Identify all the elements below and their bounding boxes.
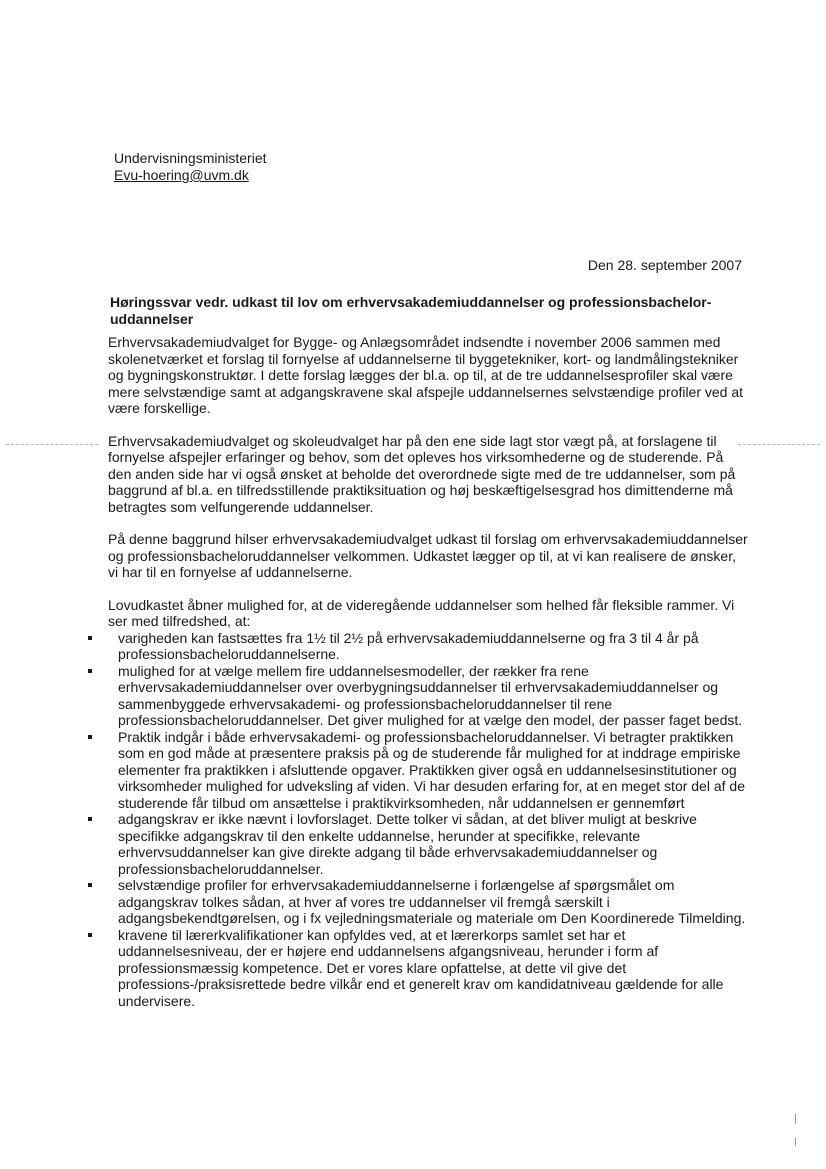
bullet-square-icon [88,883,92,887]
list-item-text: kravene til lærerkvalifikationer kan opfyldes ved, at et lærerkorps samlet set har et uddannelsesniveau, der er højere end uddannelsens afgangsniveau, herunder i form af professionsmæssig kompetence. Det er vores klare opfattelse, at dette vil give det professions-/praksisrettede bedre vilkår end et generelt krav om kandidatniveau gældende for alle undervisere. [118,926,724,1009]
scan-artifact-line-right [738,444,820,445]
list-item-text: mulighed for at vælge mellem fire uddannelsesmodeller, der rækker fra rene erhvervsakademiuddannelser over overbygningsuddannelser til erhvervsakademiuddannelser og sammenbyggede erhvervsakademi- og professionsbacheloruddannelser til rene professionsbacheloruddannelser. Det giver mulighed for at vælge den model, der passer faget bedst. [118,662,743,728]
bullet-list [108,630,748,1010]
bullet-square-icon [88,636,92,640]
paragraph-2: Erhvervsakademiudvalget og skoleudvalget har på den ene side lagt stor vægt på, at forslagene til fornyelse afspejler erfaringer og behov, som det opleves hos virksomhederne og de studerende. På den anden side har vi også ønsket at beholde det overordnede sigte med de tre uddannelser, som på baggrund af bl.a. en tilfredsstillende praktiksituation og høj beskæftigelsesgrad hos dimittenderne må betragtes som velfungerende uddannelser. [108,432,736,515]
list-item-text: varigheden kan fastsættes fra 1½ til 2½ på erhvervsakademiuddannelserne og fra 3 til 4 år på professionsbacheloruddannelserne. [118,629,699,662]
bullet-square-icon [88,933,92,937]
recipient-name: Undervisningsministeriet [114,150,267,166]
list-item [108,729,748,812]
recipient-block [114,150,267,184]
list-item-text: adgangskrav er ikke nævnt i lovforslaget. Dette tolker vi sådan, at det bliver muligt at beskrive specifikke adgangskrav til den enkelte uddannelse, herunder at specifikke, relevante erhvervsuddannelser kan give direkte adgang til både erhvervsakademiuddannelser og professionsbacheloruddannelser. [118,811,697,877]
scan-artifact-mark [795,1138,796,1146]
list-item [108,927,748,1010]
bullet-square-icon [88,669,92,673]
recipient-email-link[interactable]: Evu-hoering@uvm.dk [114,167,249,183]
list-item-text: selvstændige profiler for erhvervsakademiuddannelserne i forlængelse af spørgsmålet om adgangskrav tolkes sådan, at hver af vores tre uddannelser vil fremgå særskilt i adgangsbekendtgørelsen, og i fx vejledningsmateriale og materiale om Den Koordinerede Tilmelding. [118,877,746,926]
list-item [108,877,748,927]
letter-date: Den 28. september 2007 [587,257,742,273]
bullet-square-icon [88,817,92,821]
letter-body [108,334,748,1009]
scan-artifact-line-left [6,444,98,445]
list-item-text: Praktik indgår i både erhvervsakademi- og professionsbacheloruddannelser. Vi betragter praktikken som en god måde at præsentere praksis på og de studerende får mulighed for at inddrage empiriske elementer fra praktikken i afsluttende opgaver. Praktikken giver også en uddannelsesinstitutioner og virksomheder mulighed for udveksling af viden. Vi har desuden erfaring for, at en meget stor del af de studerende får tilbud om ansættelse i praktikvirksomheden, når uddannelsen er gennemført [118,728,745,811]
scan-artifact-mark [795,1114,796,1124]
list-item [108,811,748,877]
paragraph-3: På denne baggrund hilser erhvervsakademiudvalget udkast til forslag om erhvervsakademiuddannelser og professionsbacheloruddannelser velkommen. Udkastet lægger op til, at vi kan realisere de ønsker, vi har til en fornyelse af uddannelserne. [108,531,748,580]
paragraph-4: Lovudkastet åbner mulighed for, at de videregående uddannelser som helhed får fleksible rammer. Vi ser med tilfredshed, at: [108,596,735,629]
list-item [108,663,748,729]
bullet-square-icon [88,735,92,739]
paragraph-1: Erhvervsakademiudvalget for Bygge- og Anlægsområdet indsendte i november 2006 sammen med skolenetværket et forslag til fornyelse af uddannelserne til byggetekniker, kort- og landmålingstekniker og bygningskonstruktør. I dette forslag lægges der bl.a. op til, at de tre uddannelsesprofiler skal være mere selvstændige samt at adgangskravene skal afspejle uddannelsernes selvstændige profiler ved at være forskellige. [108,334,744,416]
letter-subject: Høringssvar vedr. udkast til lov om erhvervsakademiuddannelser og professionsbachelor-uddannelser [110,294,712,327]
list-item [108,630,748,663]
